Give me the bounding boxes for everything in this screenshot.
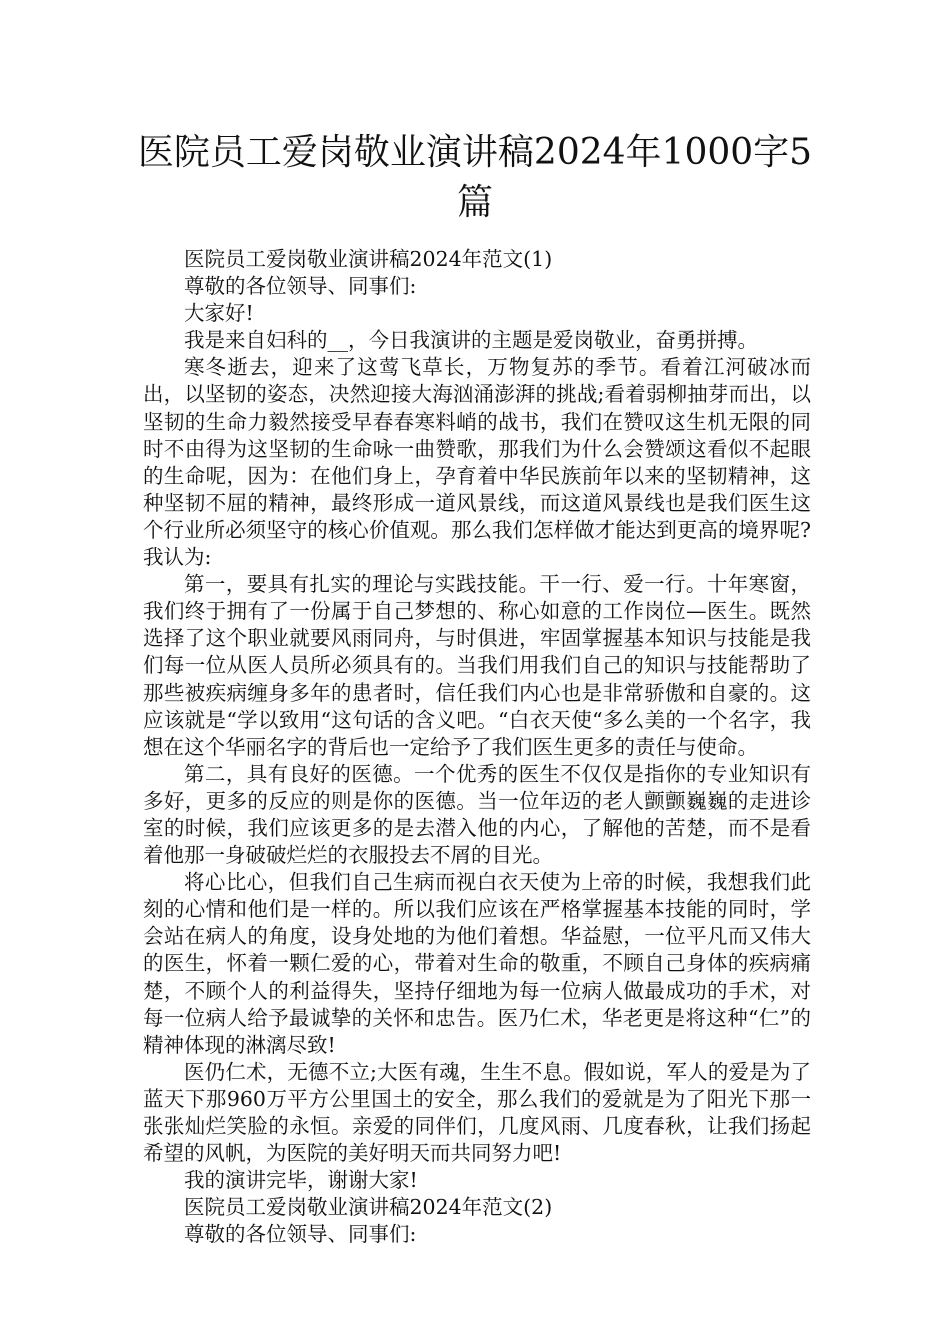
salutation: 尊敬的各位领导、同事们: [184, 1222, 417, 1247]
closing-line: 我的演讲完毕，谢谢大家! [184, 1168, 418, 1193]
greeting: 大家好! [184, 301, 254, 326]
document-body [143, 246, 811, 1248]
body-paragraph: 第一，要具有扎实的理论与实践技能。干一行、爱一行。十年寒窗，我们终于拥有了一份属于自己梦想的、称心如意的工作岗位—医生。既然选择了这个职业就要风雨同舟，与时俱进，牢固掌握基本知识与技能是我们每一位从医人员所必须具有的。当我们用我们自己的知识与技能帮助了那些被疾病缠身多年的患者时，信任我们内心也是非常骄傲和自豪的。这应该就是“学以致用“这句话的含义吧。“白衣天使“多么美的一个名字，我想在这个华丽名字的背后也一定给予了我们医生更多的责任与使命。 [143, 572, 811, 759]
body-paragraph: 医仍仁术，无德不立;大医有魂，生生不息。假如说，军人的爱是为了蓝天下那960万平方公里国土的安全，那么我们的爱就是为了阳光下那一张张灿烂笑脸的永恒。亲爱的同伴们，几度风雨、几度春秋，让我们扬起希望的风帆，为医院的美好明天而共同努力吧! [143, 1059, 811, 1166]
intro-paragraph: 我是来自妇科的__，今日我演讲的主题是爱岗敬业，奋勇拼搏。 [184, 328, 758, 353]
body-paragraph: 将心比心，但我们自己生病而视白衣天使为上帝的时候，我想我们此刻的心情和他们是一样的。所以我们应该在严格掌握基本技能的同时，学会站在病人的角度，设身处地的为他们着想。华益慰，一位平凡而又伟大的医生，怀着一颗仁爱的心，带着对生命的敬重，不顾自己身体的疾病痛楚，不顾个人的利益得失，坚持仔细地为每一位病人做最成功的手术，对每一位病人给予最诚挚的关怀和忠告。医乃仁术，华老更是将这种“仁”的精神体现的淋漓尽致! [143, 870, 811, 1057]
body-paragraph: 寒冬逝去，迎来了这莺飞草长，万物复苏的季节。看着江河破冰而出，以坚韧的姿态，决然迎接大海汹涌澎湃的挑战;看着弱柳抽芽而出，以坚韧的生命力毅然接受早春春寒料峭的战书，我们在赞叹这生机无限的同时不由得为这坚韧的生命咏一曲赞歌，那我们为什么会赞颂这看似不起眼的生命呢，因为：在他们身上，孕育着中华民族前年以来的坚韧精神，这种坚韧不屈的精神，最终形成一道风景线，而这道风景线也是我们医生这个行业所必须坚守的核心价值观。那么我们怎样做才能达到更高的境界呢?我认为: [143, 355, 811, 570]
section-heading-2: 医院员工爱岗敬业演讲稿2024年范文(2) [184, 1195, 553, 1220]
section-heading-1: 医院员工爱岗敬业演讲稿2024年范文(1) [184, 247, 553, 271]
document-title: 医院员工爱岗敬业演讲稿2024年1000字5篇 [137, 132, 813, 223]
salutation: 尊敬的各位领导、同事们: [184, 274, 417, 299]
body-paragraph: 第二，具有良好的医德。一个优秀的医生不仅仅是指你的专业知识有多好，更多的反应的则是你的医德。当一位年迈的老人颤颤巍巍的走进诊室的时候，我们应该更多的是去潜入他的内心，了解他的苦楚，而不是看着他那一身破破烂烂的衣服投去不屑的目光。 [143, 761, 811, 868]
